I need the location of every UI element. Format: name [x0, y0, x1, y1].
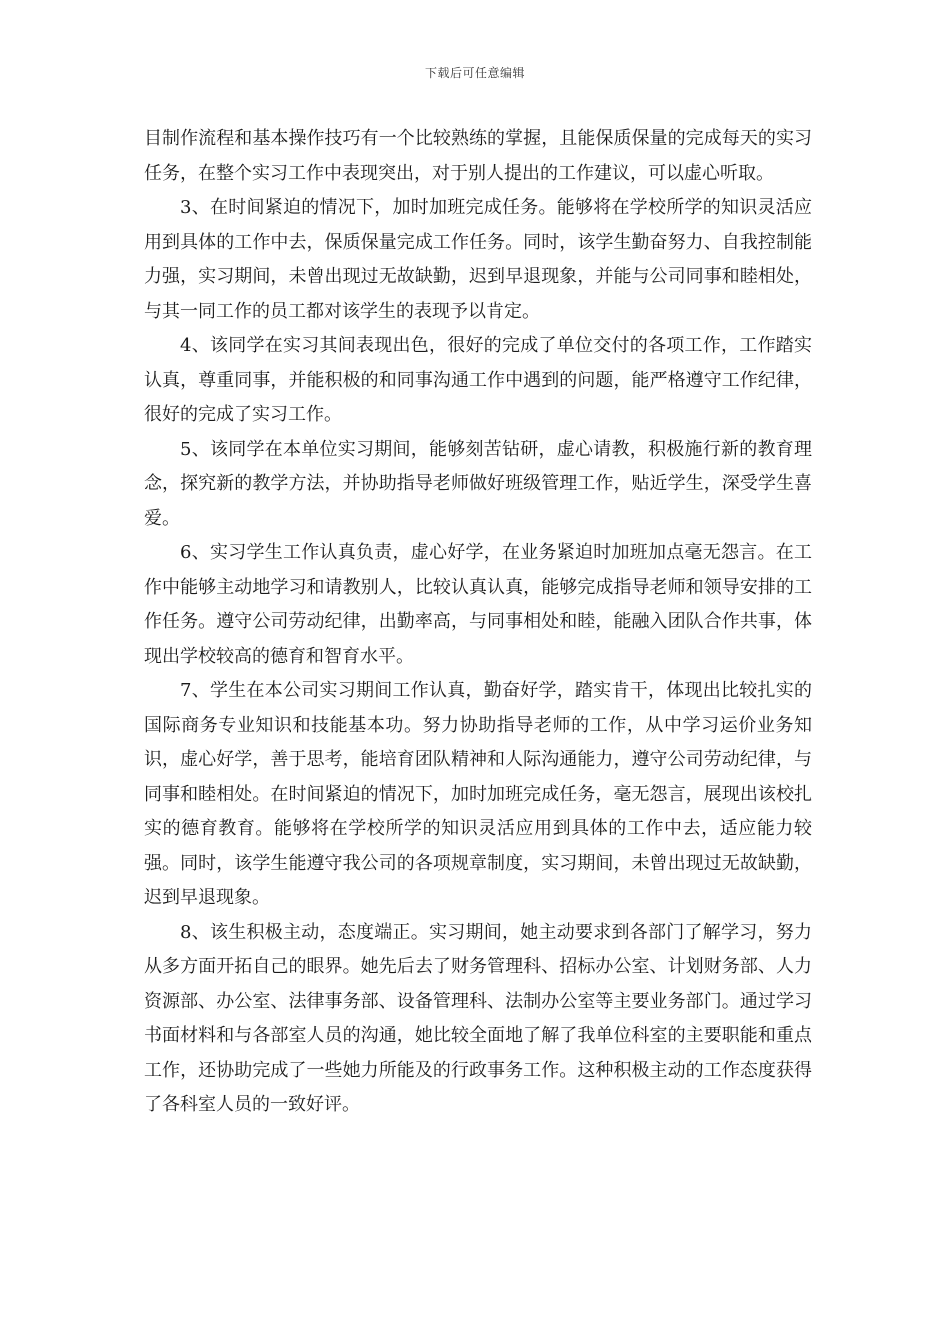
paragraph-item-3: 3、在时间紧迫的情况下，加时加班完成任务。能够将在学校所学的知识灵活应用到具体的工作中去，保质保量完成工作任务。同时，该学生勤奋努力、自我控制能力强，实习期间，未曾出现过无故缺勤，迟到早退现象，并能与公司同事和睦相处，与其一同工作的员工都对该学生的表现予以肯定。 — [144, 197, 812, 322]
paragraph-item-4: 4、该同学在实习其间表现出色，很好的完成了单位交付的各项工作，工作踏实认真，尊重同事，并能积极的和同事沟通工作中遇到的问题，能严格遵守工作纪律，很好的完成了实习工作。 — [144, 335, 812, 425]
paragraph-item-6: 6、实习学生工作认真负责，虚心好学，在业务紧迫时加班加点毫无怨言。在工作中能够主动地学习和请教别人，比较认真认真，能够完成指导老师和领导安排的工作任务。遵守公司劳动纪律，出勤率高，与同事相处和睦，能融入团队合作共事，体现出学校较高的德育和智育水平。 — [144, 542, 812, 667]
paragraph-item-7: 7、学生在本公司实习期间工作认真，勤奋好学，踏实肯干，体现出比较扎实的国际商务专业知识和技能基本功。努力协助指导老师的工作，从中学习运价业务知识，虚心好学，善于思考，能培育团队精神和人际沟通能力，遵守公司劳动纪律，与同事和睦相处。在时间紧迫的情况下，加时加班完成任务，毫无怨言，展现出该校扎实的德育教育。能够将在学校所学的知识灵活应用到具体的工作中去，适应能力较强。同时，该学生能遵守我公司的各项规章制度，实习期间，未曾出现过无故缺勤，迟到早退现象。 — [144, 680, 812, 908]
page-header: 下载后可任意编辑 — [424, 66, 525, 80]
paragraph-item-8: 8、该生积极主动，态度端正。实习期间，她主动要求到各部门了解学习，努力从多方面开拓自己的眼界。她先后去了财务管理科、招标办公室、计划财务部、人力资源部、办公室、法律事务部、设备管理科、法制办公室等主要业务部门。通过学习书面材料和与各部室人员的沟通，她比较全面地了解了我单位科室的主要职能和重点工作，还协助完成了一些她力所能及的行政事务工作。这种积极主动的工作态度获得了各科室人员的一致好评。 — [144, 921, 812, 1115]
document-body — [144, 122, 812, 1123]
paragraph-item-5: 5、该同学在本单位实习期间，能够刻苦钻研，虚心请教，积极施行新的教育理念，探究新的教学方法，并协助指导老师做好班级管理工作，贴近学生，深受学生喜爱。 — [144, 438, 812, 529]
paragraph-continuation: 目制作流程和基本操作技巧有一个比较熟练的掌握，且能保质保量的完成每天的实习任务，在整个实习工作中表现突出，对于别人提出的工作建议，可以虚心听取。 — [144, 128, 812, 184]
